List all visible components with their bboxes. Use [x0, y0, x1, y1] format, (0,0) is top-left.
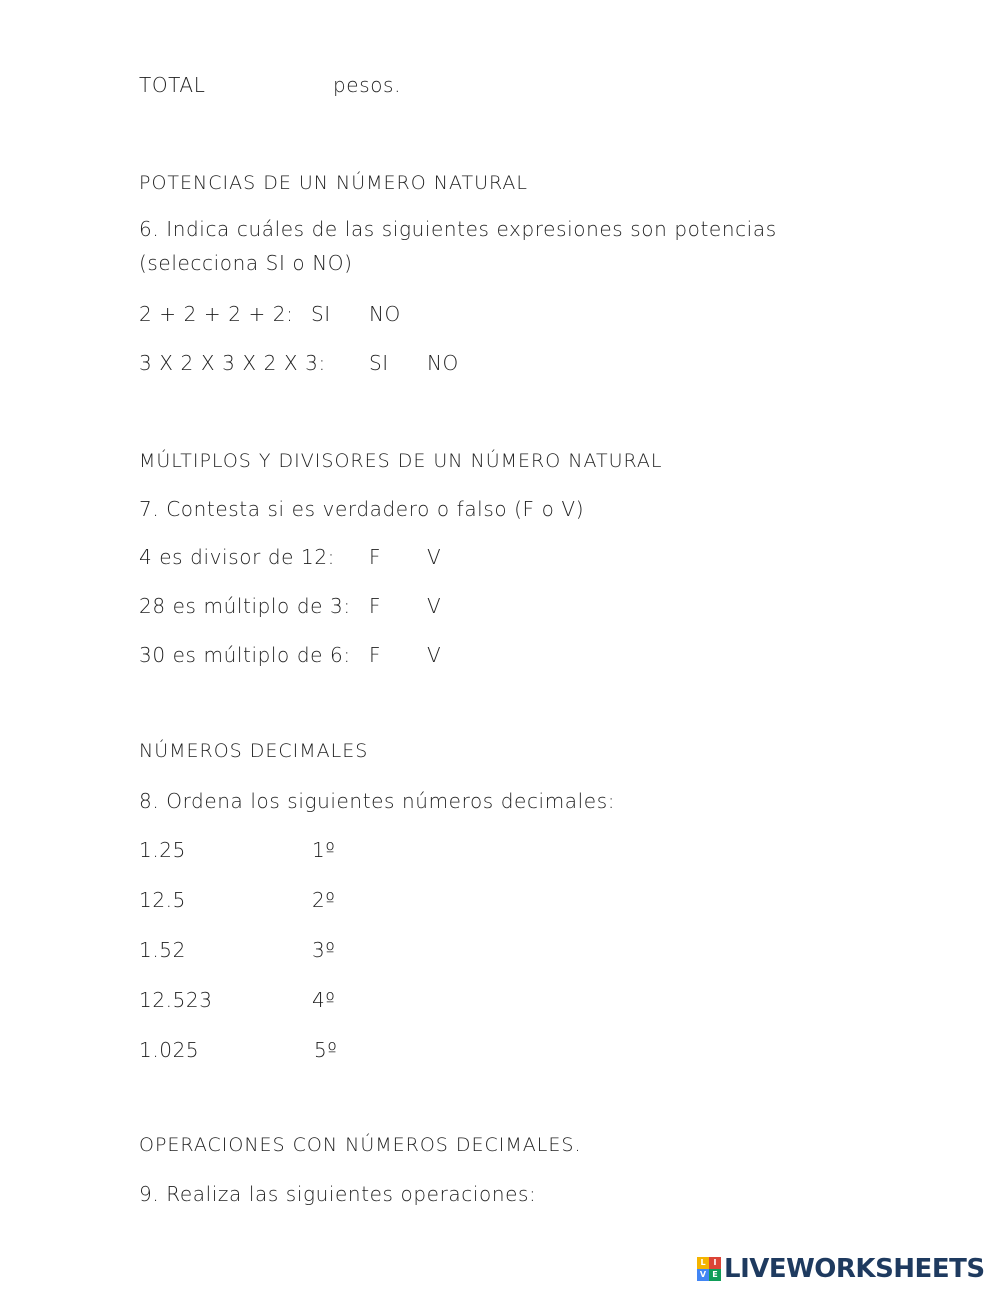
order-slot: 5º — [314, 1038, 338, 1062]
decimal-number[interactable]: 12.523 — [139, 988, 213, 1012]
option-f[interactable]: F — [369, 594, 382, 618]
heading-decimales: NÚMEROS DECIMALES — [139, 740, 369, 762]
brand-mark-letter: L — [697, 1257, 709, 1269]
decimal-number[interactable]: 1.25 — [139, 838, 186, 862]
option-si[interactable]: SI — [311, 302, 331, 326]
option-no[interactable]: NO — [427, 351, 459, 375]
decimal-number[interactable]: 1.025 — [139, 1038, 200, 1062]
order-slot: 1º — [312, 838, 336, 862]
decimal-number[interactable]: 1.52 — [139, 938, 186, 962]
brand-name: LIVEWORKSHEETS — [724, 1254, 985, 1284]
question-6: 6. Indica cuáles de las siguientes expresiones son potencias (selecciona SI o NO) — [139, 217, 777, 275]
question-8: 8. Ordena los siguientes números decimales: — [139, 789, 616, 813]
statement: 28 es múltiplo de 3: — [139, 594, 351, 618]
expression: 2 + 2 + 2 + 2: — [139, 302, 294, 326]
option-f[interactable]: F — [369, 643, 382, 667]
liveworksheets-logo — [697, 1254, 985, 1284]
question-9: 9. Realiza las siguientes operaciones: — [139, 1182, 537, 1206]
heading-operaciones: OPERACIONES CON NÚMEROS DECIMALES. — [139, 1134, 582, 1156]
statement: 30 es múltiplo de 6: — [139, 643, 351, 667]
total-label: TOTAL — [139, 73, 206, 97]
heading-potencias: POTENCIAS DE UN NÚMERO NATURAL — [139, 172, 529, 194]
order-slot: 4º — [312, 988, 336, 1012]
decimal-number[interactable]: 12.5 — [139, 888, 186, 912]
brand-mark-letter: E — [709, 1269, 721, 1281]
option-v[interactable]: V — [427, 643, 442, 667]
option-v[interactable]: V — [427, 594, 442, 618]
question-7: 7. Contesta si es verdadero o falso (F o V) — [139, 497, 585, 521]
total-unit: pesos. — [333, 73, 402, 97]
expression: 3 X 2 X 3 X 2 X 3: — [139, 351, 326, 375]
heading-multiplos: MÚLTIPLOS Y DIVISORES DE UN NÚMERO NATURAL — [139, 450, 663, 472]
order-slot: 2º — [312, 888, 336, 912]
order-slot: 3º — [312, 938, 336, 962]
option-v[interactable]: V — [427, 545, 442, 569]
option-no[interactable]: NO — [369, 302, 401, 326]
statement: 4 es divisor de 12: — [139, 545, 335, 569]
brand-mark-letter: V — [697, 1269, 709, 1281]
brand-mark-letter: I — [709, 1257, 721, 1269]
brand-mark-icon — [697, 1257, 721, 1281]
option-f[interactable]: F — [369, 545, 382, 569]
option-si[interactable]: SI — [369, 351, 389, 375]
